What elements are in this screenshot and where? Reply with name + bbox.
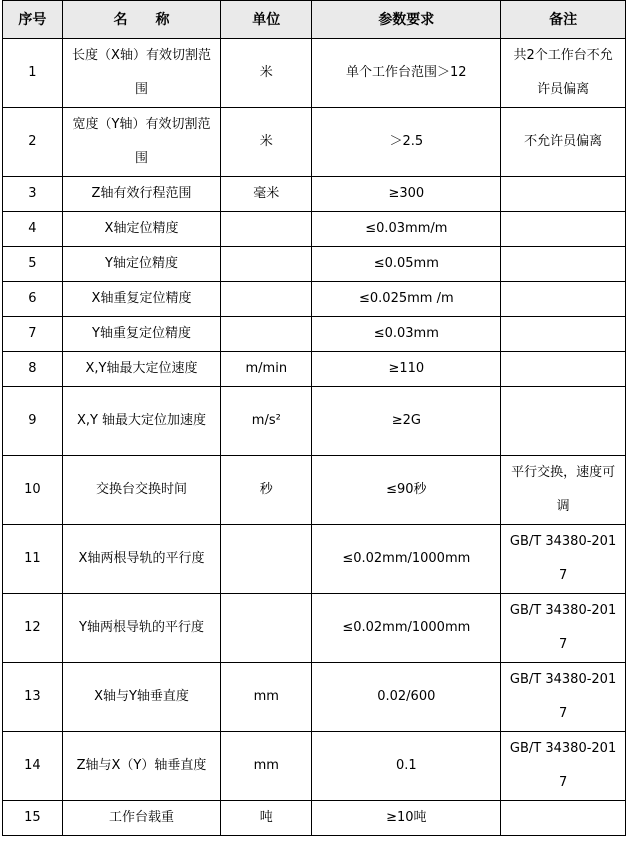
cell-requirement: 单个工作台范围＞12 xyxy=(312,39,501,108)
table-row xyxy=(3,352,626,387)
header-unit: 单位 xyxy=(221,1,312,39)
cell-name: X轴与Y轴垂直度 xyxy=(62,663,220,732)
cell-unit: m/min xyxy=(221,352,312,387)
cell-requirement: ≥110 xyxy=(312,352,501,387)
cell-note xyxy=(501,387,626,456)
cell-unit xyxy=(221,594,312,663)
cell-unit xyxy=(221,282,312,317)
cell-no: 2 xyxy=(3,108,63,177)
table-row xyxy=(3,525,626,594)
table-row xyxy=(3,317,626,352)
cell-unit: 米 xyxy=(221,39,312,108)
cell-no: 1 xyxy=(3,39,63,108)
header-no: 序号 xyxy=(3,1,63,39)
cell-name: X轴两根导轨的平行度 xyxy=(62,525,220,594)
cell-note: 不允许员偏离 xyxy=(501,108,626,177)
table-row xyxy=(3,801,626,836)
cell-name: Z轴与X（Y）轴垂直度 xyxy=(62,732,220,801)
table-row xyxy=(3,108,626,177)
cell-note xyxy=(501,212,626,247)
cell-no: 6 xyxy=(3,282,63,317)
cell-note: 共2个工作台不允许员偏离 xyxy=(501,39,626,108)
cell-requirement: ≥2G xyxy=(312,387,501,456)
cell-name: X,Y 轴最大定位加速度 xyxy=(62,387,220,456)
cell-unit xyxy=(221,247,312,282)
cell-note xyxy=(501,317,626,352)
cell-requirement: ≥10吨 xyxy=(312,801,501,836)
cell-name: Y轴定位精度 xyxy=(62,247,220,282)
cell-unit xyxy=(221,212,312,247)
cell-unit: mm xyxy=(221,732,312,801)
table-row xyxy=(3,247,626,282)
cell-name: Y轴重复定位精度 xyxy=(62,317,220,352)
cell-note xyxy=(501,282,626,317)
table-row xyxy=(3,663,626,732)
cell-name: 长度（X轴）有效切割范围 xyxy=(62,39,220,108)
cell-no: 11 xyxy=(3,525,63,594)
header-requirement: 参数要求 xyxy=(312,1,501,39)
cell-requirement: ≤0.025mm /m xyxy=(312,282,501,317)
cell-note xyxy=(501,801,626,836)
cell-requirement: ≤0.03mm/m xyxy=(312,212,501,247)
cell-no: 7 xyxy=(3,317,63,352)
cell-no: 3 xyxy=(3,177,63,212)
header-name: 名 称 xyxy=(62,1,220,39)
cell-unit: 吨 xyxy=(221,801,312,836)
cell-note: 平行交换，速度可调 xyxy=(501,456,626,525)
table-row xyxy=(3,456,626,525)
table-row xyxy=(3,732,626,801)
table-row xyxy=(3,387,626,456)
cell-name: X,Y轴最大定位速度 xyxy=(62,352,220,387)
header-note: 备注 xyxy=(501,1,626,39)
cell-unit: 毫米 xyxy=(221,177,312,212)
cell-requirement: ≤0.03mm xyxy=(312,317,501,352)
cell-requirement: ≤90秒 xyxy=(312,456,501,525)
cell-unit: m/s² xyxy=(221,387,312,456)
table-row xyxy=(3,282,626,317)
cell-no: 13 xyxy=(3,663,63,732)
cell-note xyxy=(501,247,626,282)
cell-no: 14 xyxy=(3,732,63,801)
cell-no: 5 xyxy=(3,247,63,282)
cell-unit xyxy=(221,525,312,594)
cell-name: 工作台载重 xyxy=(62,801,220,836)
cell-no: 8 xyxy=(3,352,63,387)
cell-note: GB/T 34380-2017 xyxy=(501,732,626,801)
cell-requirement: ＞2.5 xyxy=(312,108,501,177)
cell-name: Y轴两根导轨的平行度 xyxy=(62,594,220,663)
cell-name: 宽度（Y轴）有效切割范围 xyxy=(62,108,220,177)
cell-note: GB/T 34380-2017 xyxy=(501,663,626,732)
cell-note xyxy=(501,177,626,212)
parameter-table xyxy=(2,0,626,836)
cell-note: GB/T 34380-2017 xyxy=(501,525,626,594)
cell-name: X轴重复定位精度 xyxy=(62,282,220,317)
table-row xyxy=(3,39,626,108)
cell-name: Z轴有效行程范围 xyxy=(62,177,220,212)
cell-note: GB/T 34380-2017 xyxy=(501,594,626,663)
table-row xyxy=(3,212,626,247)
cell-requirement: ≤0.02mm/1000mm xyxy=(312,594,501,663)
cell-requirement: ≤0.02mm/1000mm xyxy=(312,525,501,594)
cell-requirement: ≤0.05mm xyxy=(312,247,501,282)
cell-requirement: ≥300 xyxy=(312,177,501,212)
cell-no: 4 xyxy=(3,212,63,247)
cell-no: 15 xyxy=(3,801,63,836)
cell-name: 交换台交换时间 xyxy=(62,456,220,525)
cell-no: 12 xyxy=(3,594,63,663)
table-row xyxy=(3,177,626,212)
cell-note xyxy=(501,352,626,387)
cell-unit: mm xyxy=(221,663,312,732)
header-row xyxy=(3,1,626,39)
cell-requirement: 0.02/600 xyxy=(312,663,501,732)
cell-unit: 秒 xyxy=(221,456,312,525)
cell-no: 9 xyxy=(3,387,63,456)
cell-no: 10 xyxy=(3,456,63,525)
cell-requirement: 0.1 xyxy=(312,732,501,801)
cell-name: X轴定位精度 xyxy=(62,212,220,247)
table-row xyxy=(3,594,626,663)
cell-unit xyxy=(221,317,312,352)
cell-unit: 米 xyxy=(221,108,312,177)
